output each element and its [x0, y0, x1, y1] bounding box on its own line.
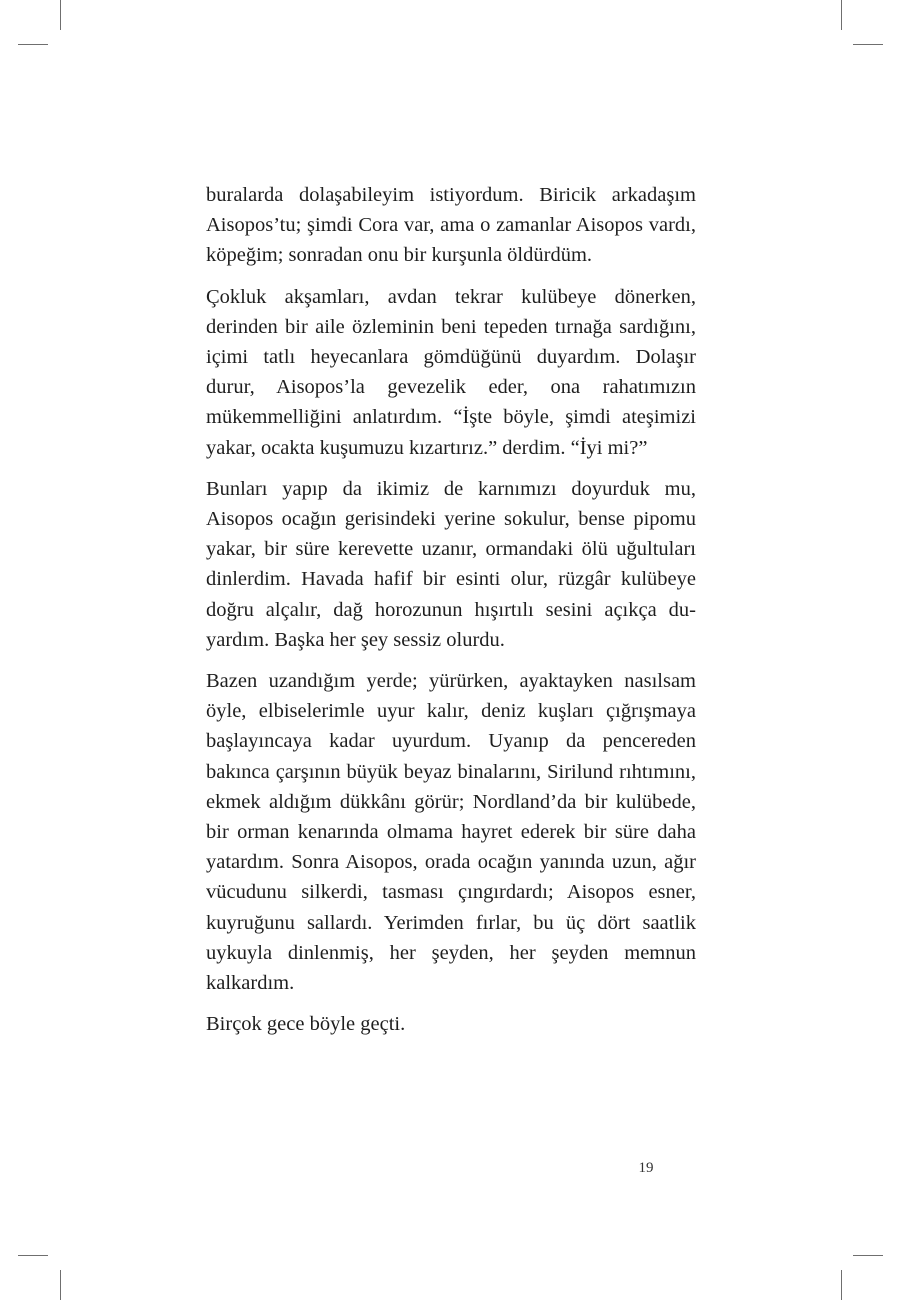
page-number: 19: [638, 1160, 654, 1176]
crop-mark-top-left-horizontal: [18, 44, 48, 45]
crop-mark-bottom-right-vertical: [841, 1270, 842, 1300]
paragraph: Çokluk akşamları, avdan tekrar kulübeye dönerken, derinden bir aile özleminin beni tepeden tırnağa sardığını, içimi tatlı heyecanlara gömdüğünü duyardım. Dolaşır durur, Aisopos’la gevezelik eder, ona rahatımızın mükemmelliğini anlatırdım. “İşte böyle, şimdi ateşimizi yakar, ocakta kuşumuzu kızartırız.” derdim. “İyi mi?”: [206, 285, 696, 459]
paragraph: buralarda dolaşabileyim istiyordum. Biricik arkadaşım Aisopos’tu; şimdi Cora var, ama o zamanlar Aisopos vardı, köpeğim; sonradan onu bir kurşunla öldürdüm.: [206, 184, 696, 267]
crop-mark-bottom-right-horizontal: [853, 1255, 883, 1256]
crop-mark-top-left-vertical: [60, 0, 61, 30]
paragraph: Bazen uzandığım yerde; yürürken, ayaktayken nasılsam öyle, elbiselerimle uyur kalır, deniz kuşları çığrışmaya başlayıncaya kadar uyurdum. Uyanıp da pencereden bakınca çarşının büyük beyaz binalarını, Sirilund rıhtımını, ekmek aldığım dükkânı görür; Nordland’da bir kulübede, bir orman kenarında olmama hayret ederek bir süre daha yatardım. Sonra Aisopos, orada ocağın yanında uzun, ağır vücudunu silkerdi, tasması çıngırdardı; Aisopos esner, kuyruğunu sallardı. Yerimden fırlar, bu üç dört saatlik uykuyla dinlenmiş, her şeyden, her şeyden memnun kalkardım.: [206, 670, 696, 995]
crop-mark-top-right-vertical: [841, 0, 842, 30]
paragraph: Birçok gece böyle geçti.: [206, 1013, 406, 1036]
body-text: [206, 180, 696, 1039]
crop-mark-top-right-horizontal: [853, 44, 883, 45]
paragraph: Bunları yapıp da ikimiz de karnımızı doyurduk mu, Aisopos ocağın gerisindeki yerine sokulur, bense pipomu yakar, bir süre kerevette uzanır, ormandaki ölü uğultuları dinlerdim. Havada hafif bir esinti olur, rüzgâr kulübeye doğru alçalır, dağ horozunun hışırtılı sesini açıkça duyardım. Başka her şey sessiz olurdu.: [206, 477, 696, 651]
crop-mark-bottom-left-vertical: [60, 1270, 61, 1300]
crop-mark-bottom-left-horizontal: [18, 1255, 48, 1256]
